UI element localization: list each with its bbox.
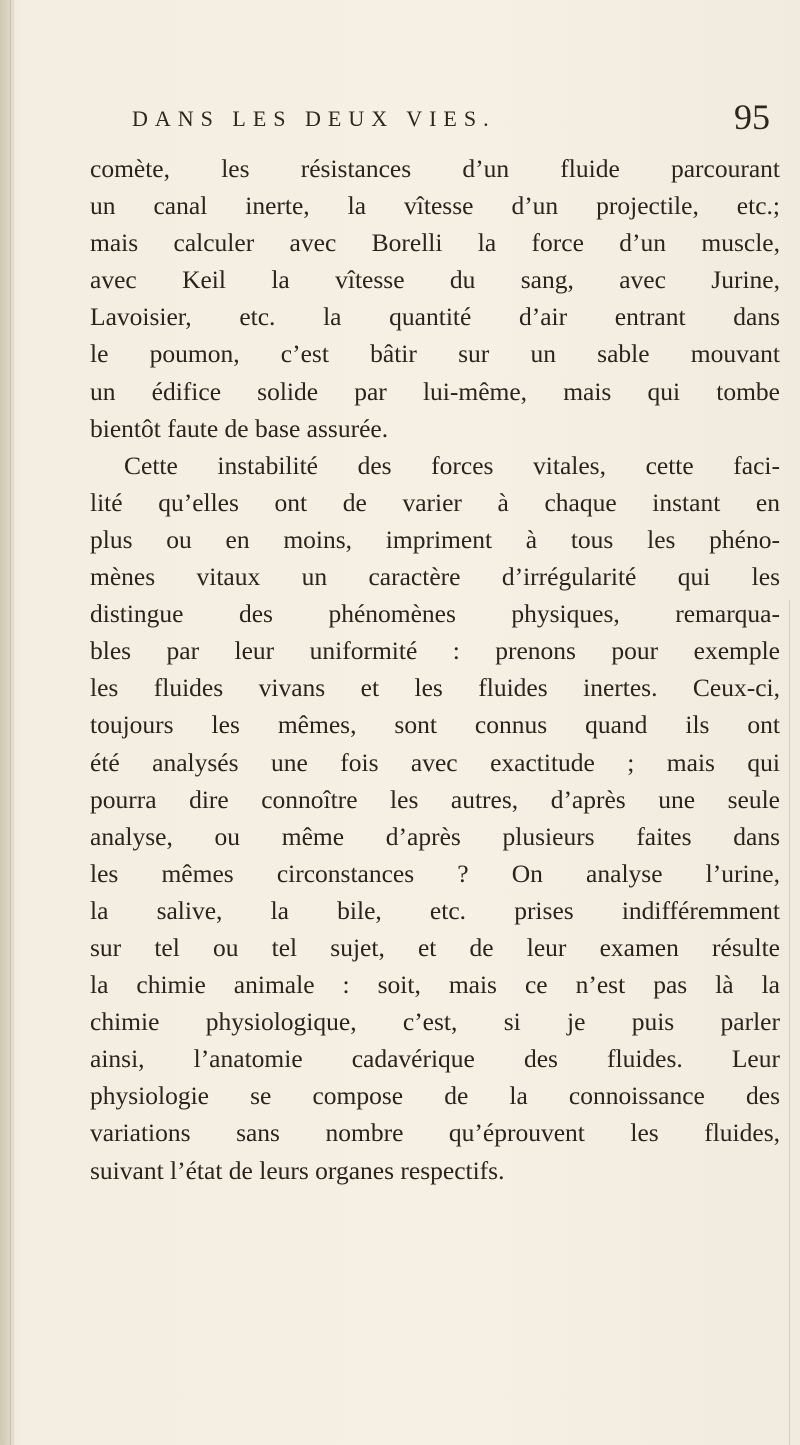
text-line: sur tel ou tel sujet, et de leur examen résulte [90, 932, 780, 962]
page-number: 95 [734, 97, 770, 137]
text-line: lité qu’elles ont de varier à chaque instant en [90, 487, 780, 517]
text-line: ainsi, l’anatomie cadavérique des fluides. Leur [90, 1044, 780, 1074]
text-line: été analysés une fois avec exactitude ; mais qui [90, 747, 780, 777]
text-line: comète, les résistances d’un fluide parcourant [90, 154, 780, 183]
text-line: variations sans nombre qu’éprouvent les fluides, [90, 1118, 780, 1148]
text-line: suivant l’état de leurs organes respectifs. [90, 1155, 505, 1185]
text-line: bles par leur uniformité : prenons pour exemple [90, 636, 780, 666]
text-line: un édifice solide par lui-même, mais qui tombe [90, 376, 780, 406]
text-line: les fluides vivans et les fluides inertes. Ceux-ci, [90, 673, 780, 703]
text-line: Cette instabilité des forces vitales, cette faci- [124, 450, 780, 480]
text-line: la salive, la bile, etc. prises indifféremment [90, 895, 780, 925]
spine-shadow [0, 0, 14, 1445]
text-line: le poumon, c’est bâtir sur un sable mouvant [90, 339, 780, 369]
text-line: plus ou en moins, impriment à tous les phéno- [90, 524, 780, 554]
text-line: avec Keil la vîtesse du sang, avec Jurine, [90, 265, 780, 295]
text-line: analyse, ou même d’après plusieurs faites dans [90, 821, 780, 851]
text-line: bientôt faute de base assurée. [90, 413, 389, 443]
text-line: distingue des phénomènes physiques, remarqua- [90, 599, 780, 629]
running-head: DANS LES DEUX VIES. [132, 106, 496, 131]
text-line: la chimie animale : soit, mais ce n’est pas là la [90, 970, 780, 1000]
text-line: mais calculer avec Borelli la force d’un muscle, [90, 228, 780, 258]
text-line: physiologie se compose de la connoissance des [90, 1081, 780, 1111]
text-line: les mêmes circonstances ? On analyse l’urine, [90, 858, 780, 888]
text-line: un canal inerte, la vîtesse d’un projectile, etc.; [90, 191, 780, 221]
text-line: chimie physiologique, c’est, si je puis parler [90, 1007, 780, 1037]
text-line: pourra dire connoître les autres, d’après une seule [90, 784, 780, 814]
text-line: mènes vitaux un caractère d’irrégularité qui les [90, 562, 780, 592]
page-edge-right [789, 600, 790, 1445]
text-line: Lavoisier, etc. la quantité d’air entrant dans [90, 302, 780, 332]
body-text [90, 150, 780, 1189]
page-edge-left [10, 0, 11, 1445]
text-line: toujours les mêmes, sont connus quand ils ont [90, 710, 780, 740]
